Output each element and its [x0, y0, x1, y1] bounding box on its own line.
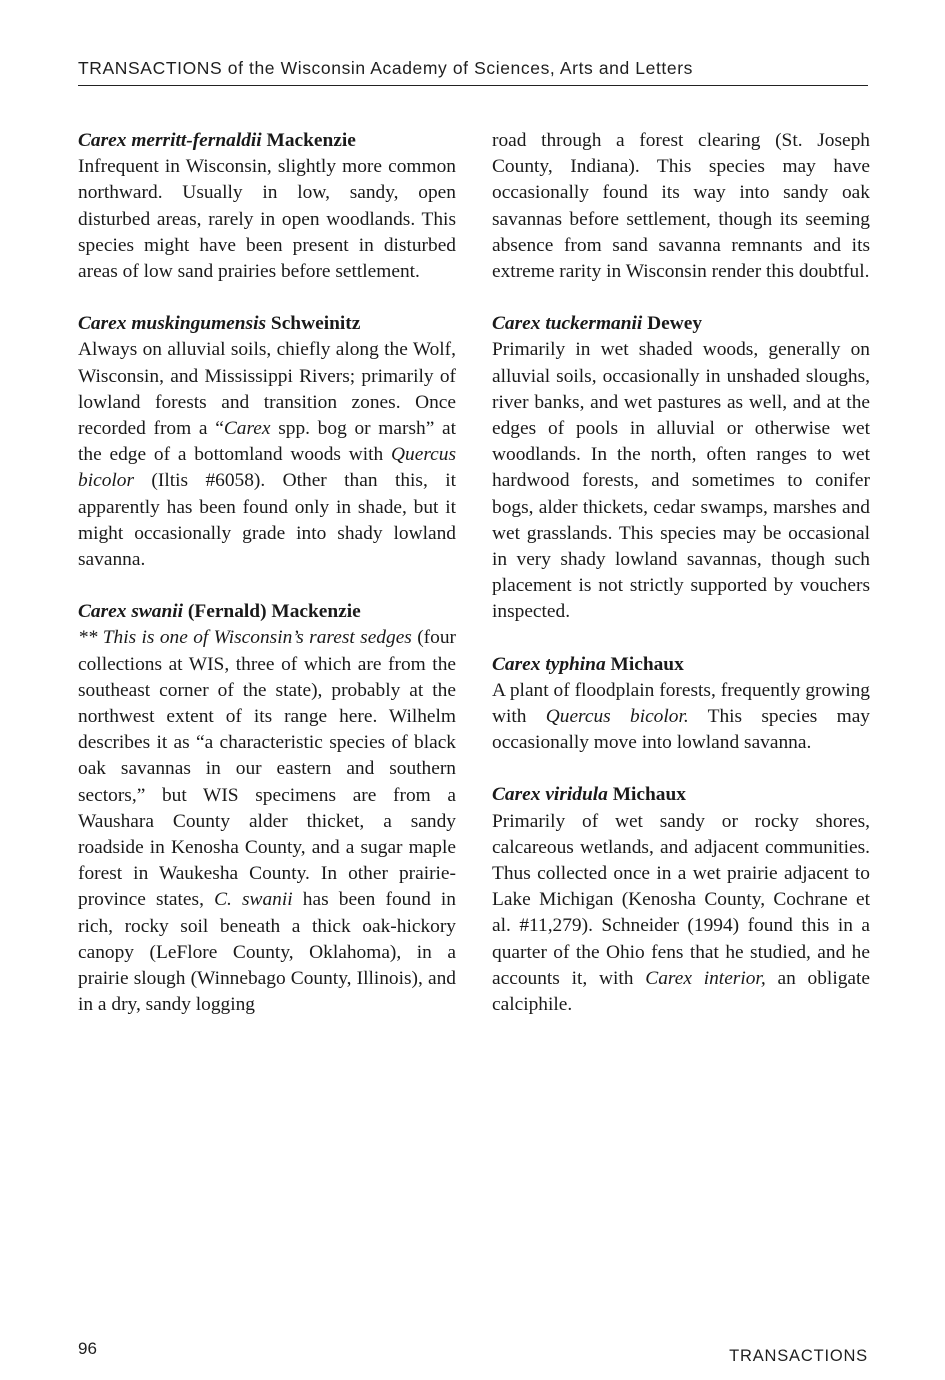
footer-journal-title: TRANSACTIONS [729, 1347, 868, 1365]
species-binomial: Carex swanii [78, 601, 184, 623]
species-heading [78, 128, 456, 154]
description-italic: Quercus bicolor [78, 444, 456, 492]
species-description [78, 625, 456, 1018]
description-text: (four collections at WIS, three of which are from the southeast corner of the state), probably at the northwest extent of its range here. Wilhelm describes it as “a characteristic species of black oak savannas in our eastern and southern sectors,” but WIS specimens are from a Waushara County alder thicket, a sandy roadside in Kenosha County, and a sugar maple forest in Waukesha County. In other prairie-province states, [78, 627, 456, 911]
species-binomial: Carex tuckermanii [492, 313, 643, 335]
description-text: Primarily of wet sandy or rocky shores, calcareous wetlands, and adjacent communities. Thus collected once in a wet prairie adjacent to Lake Michigan (Kenosha County, Cochrane et al. #11,279). Schneider (1994) found this in a quarter of the Ohio fens that he studied, and he accounts it, with [492, 810, 870, 989]
species-authority: Mackenzie [266, 130, 356, 151]
species-heading [492, 652, 870, 678]
species-heading [492, 311, 870, 337]
right-column [492, 128, 870, 1044]
species-description: Primarily in wet shaded woods, generally on alluvial soils, occasionally in unshaded sloughs, river banks, and wet pastures as well, and at the edges of pools in alluvial or otherwise wet woodlands. In the north, often ranges to wet hardwood forests, and sometimes to conifer bogs, alder thickets, cedar swamps, marshes and wet grasslands. This species may be occasional in very shady lowland savannas, though such placement is not strictly supported by vouchers inspected. [492, 339, 870, 623]
species-binomial: Carex merritt-fernaldii [78, 130, 262, 151]
description-italic: C. swanii [214, 889, 293, 911]
species-entry-swanii-continued [492, 128, 870, 285]
species-binomial: Carex viridula [492, 784, 608, 806]
running-head: TRANSACTIONS of the Wisconsin Academy of Sciences, Arts and Letters [78, 58, 694, 78]
description-text: A plant of floodplain forests, frequently growing with [492, 679, 870, 728]
species-authority: Dewey [647, 313, 703, 335]
description-italic: Carex interior, [645, 967, 766, 989]
page-number: 96 [78, 1339, 97, 1358]
species-entry-muskingumensis [78, 311, 456, 573]
species-authority: Michaux [610, 653, 684, 675]
species-description [78, 337, 456, 573]
species-entry-merritt-fernaldii [78, 128, 456, 285]
species-authority: Schweinitz [270, 313, 361, 335]
description-italic: Quercus bicolor. [545, 706, 689, 728]
species-entry-tuckermanii [492, 311, 870, 625]
species-heading [78, 311, 456, 337]
species-description [492, 809, 870, 1019]
species-authority: (Fernald) Mackenzie [187, 601, 361, 623]
species-authority: Michaux [612, 784, 686, 806]
rarity-note: ** This is one of Wisconsin’s rarest sedges [78, 627, 412, 649]
description-text: (Iltis #6058). Other than this, it apparently has been found only in shade, but it might occasionally grade into shady lowland savanna. [78, 470, 456, 571]
species-description-continued: road through a forest clearing (St. Joseph County, Indiana). This species may have occasionally found its way into sandy oak savannas before settlement, though its seeming absence from sand savanna remnants and its extreme rarity in Wisconsin render this doubtful. [492, 130, 870, 283]
description-text: has been found in rich, rocky soil beneath a thick oak-hickory canopy (LeFlore County, Oklahoma), in a prairie slough (Winnebago County, Illinois), and in a dry, sandy logging [78, 889, 456, 1016]
species-description [492, 678, 870, 757]
species-entry-typhina [492, 652, 870, 757]
header-rule [78, 85, 868, 86]
species-description: Infrequent in Wisconsin, slightly more common northward. Usually in low, sandy, open disturbed areas, rarely in open woodlands. This species might have been present in disturbed areas of low sand prairies before settlement. [78, 156, 456, 283]
species-entry-viridula [492, 782, 870, 1018]
description-text: spp. bog or marsh” at the edge of a bottomland woods with [78, 418, 456, 466]
description-text: Always on alluvial soils, chiefly along the Wolf, Wisconsin, and Mississippi Rivers; primarily of lowland forests and transition zones. Once recorded from a “ [78, 339, 456, 440]
species-heading [78, 599, 456, 625]
description-text: an obligate calciphile. [492, 967, 871, 1016]
description-italic: Carex [223, 418, 271, 440]
left-column [78, 128, 456, 1045]
species-binomial: Carex typhina [492, 653, 606, 675]
species-entry-swanii [78, 599, 456, 1018]
description-text: This species may occasionally move into lowland savanna. [492, 706, 870, 754]
species-heading [492, 782, 870, 808]
species-binomial: Carex muskingumensis [78, 313, 267, 335]
